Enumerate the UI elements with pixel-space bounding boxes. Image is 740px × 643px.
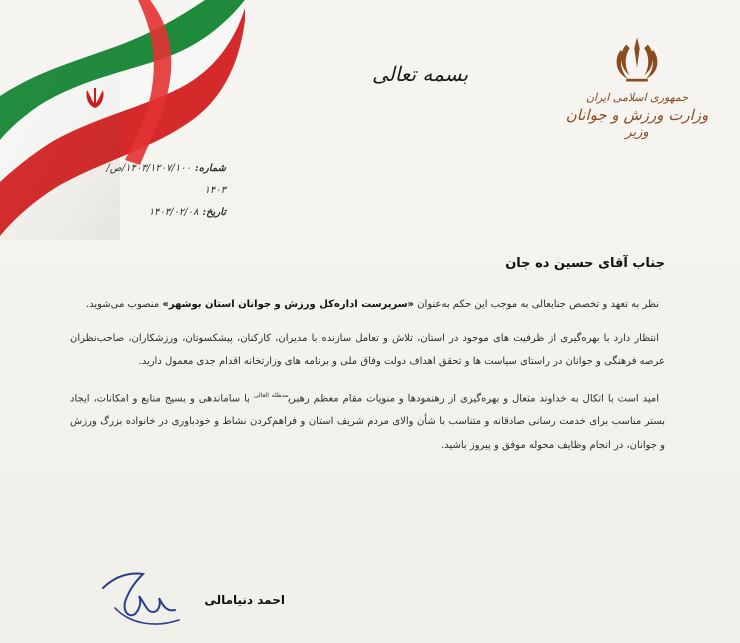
letter-body xyxy=(70,250,665,467)
recipient-line: جناب آقای حسین ده جان xyxy=(505,256,665,271)
iran-emblem-icon xyxy=(610,32,664,86)
honorific-superscript: مدظله العالی xyxy=(253,391,289,399)
letter-number-row xyxy=(96,158,226,202)
letter-number-label: شماره: xyxy=(195,163,226,174)
paragraph-wishes xyxy=(70,384,665,458)
country-name: جمهوری اسلامی ایران xyxy=(585,91,689,104)
paragraph-appointment-pre: نظر به تعهد و تخصص جنابعالی به موجب این حکم به‌عنوان xyxy=(414,299,659,310)
letter-number-value: ۱۴۰۳/۱۲۰۷/۱۰۰/ص/۱۴۰۳ xyxy=(106,163,226,196)
paragraph-expectations: انتظار دارد با بهره‌گیری از ظرفیت های موجود در استان، تلاش و تعامل سازنده با مدیران، کارکنان، پیشکسوتان، ورزشکاران، صاحب‌نظران عرصه فرهنگی و جوانان در راستای سیاست ها و تحقق اهداف دولت وفاق ملی و برنامه های وزارتخانه اقدام جدی معمول دارید. xyxy=(70,332,665,367)
ministry-role: وزیر xyxy=(625,125,649,140)
paragraph-wishes-post: با ساماندهی و بسیج منابع و امکانات، ایجاد بستر مناسب برای خدمت رسانی صادقانه و متناسب با شأن والای مردم شریف استان و فراهم‌کردن نشاط و خودباوری در خانواده بزرگ ورزش و جوانان، در انجام وظایف محوله موفق و پیروز باشید. xyxy=(70,392,665,451)
signer-name: احمد دنیامالی xyxy=(204,593,285,607)
appointment-title: «سرپرست اداره‌کل ورزش و جوانان استان بوشهر» xyxy=(162,299,415,310)
signature-block xyxy=(95,568,285,638)
letter-meta xyxy=(96,158,226,224)
letter-date-row xyxy=(96,202,226,224)
letter-date-value: ۱۴۰۳/۰۲/۰۸ xyxy=(148,207,199,218)
ministry-header xyxy=(562,32,712,140)
paragraph-appointment xyxy=(70,293,665,317)
paragraph-appointment-post: منصوب می‌شوید. xyxy=(85,299,163,310)
handwritten-signature xyxy=(95,568,185,630)
letter-date-label: تاریخ: xyxy=(202,207,226,218)
paragraph-wishes-pre: امید است با اتکال به خداوند متعال و بهره‌گیری از رهنمودها و منویات مقام معظم رهبری xyxy=(288,392,659,404)
ministry-name: وزارت ورزش و جوانان xyxy=(565,106,709,124)
basmala-heading: بسمه تعالی xyxy=(371,62,469,86)
